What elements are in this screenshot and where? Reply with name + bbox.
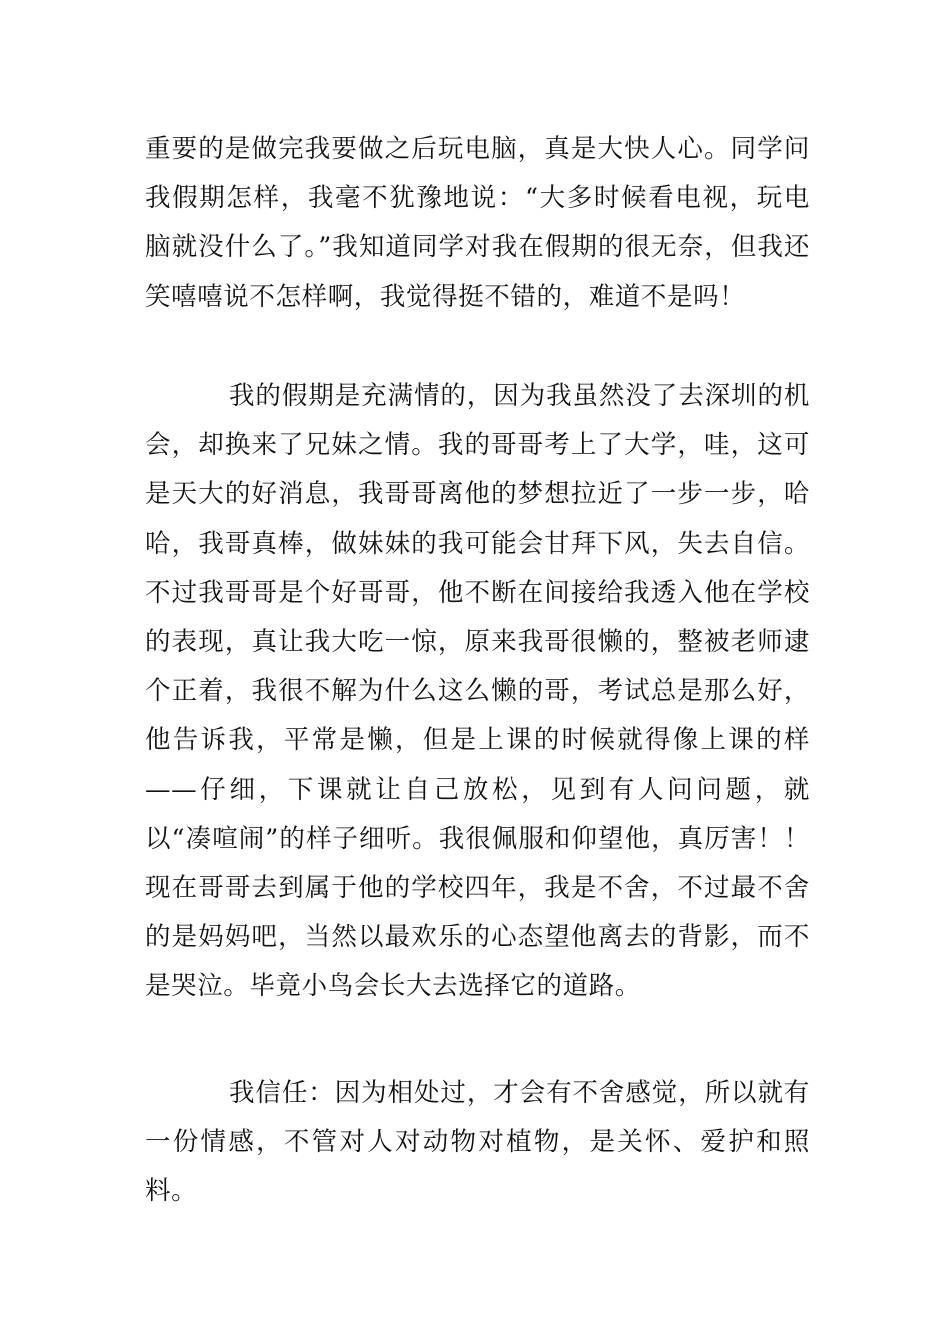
paragraph-brother: 我的假期是充满情的，因为我虽然没了去深圳的机会，却换来了兄妹之情。我的哥哥考上了大学，哇，这可是天大的好消息，我哥哥离他的梦想拉近了一步一步，哈哈，我哥真棒，做妹妹的我可能会甘拜下风，失去自信。不过我哥哥是个好哥哥，他不断在间接给我透入他在学校的表现，真让我大吃一惊，原来我哥很懒的，整被老师逮个正着，我很不解为什么这么懒的哥，考试总是那么好，他告诉我，平常是懒，但是上课的时候就得像上课的样——仔细，下课就让自己放松，见到有人问问题，就以“凑喧闹”的样子细听。我很佩服和仰望他，真厉害！！现在哥哥去到属于他的学校四年，我是不舍，不过最不舍的是妈妈吧，当然以最欢乐的心态望他离去的背影，而不是哭泣。毕竟小鸟会长大去选择它的道路。 [145,381,810,1002]
paragraph-continuation: 重要的是做完我要做之后玩电脑，真是大快人心。同学问我假期怎样，我毫不犹豫地说：“大多时候看电视，玩电脑就没什么了。”我知道同学对我在假期的很无奈，但我还笑嘻嘻说不怎样啊，我觉得挺不错的，难道不是吗！ [145,134,810,312]
paragraph-trust: 我信任：因为相处过，才会有不舍感觉，所以就有一份情感，不管对人对动物对植物，是关怀、爱护和照料。 [145,1078,810,1207]
